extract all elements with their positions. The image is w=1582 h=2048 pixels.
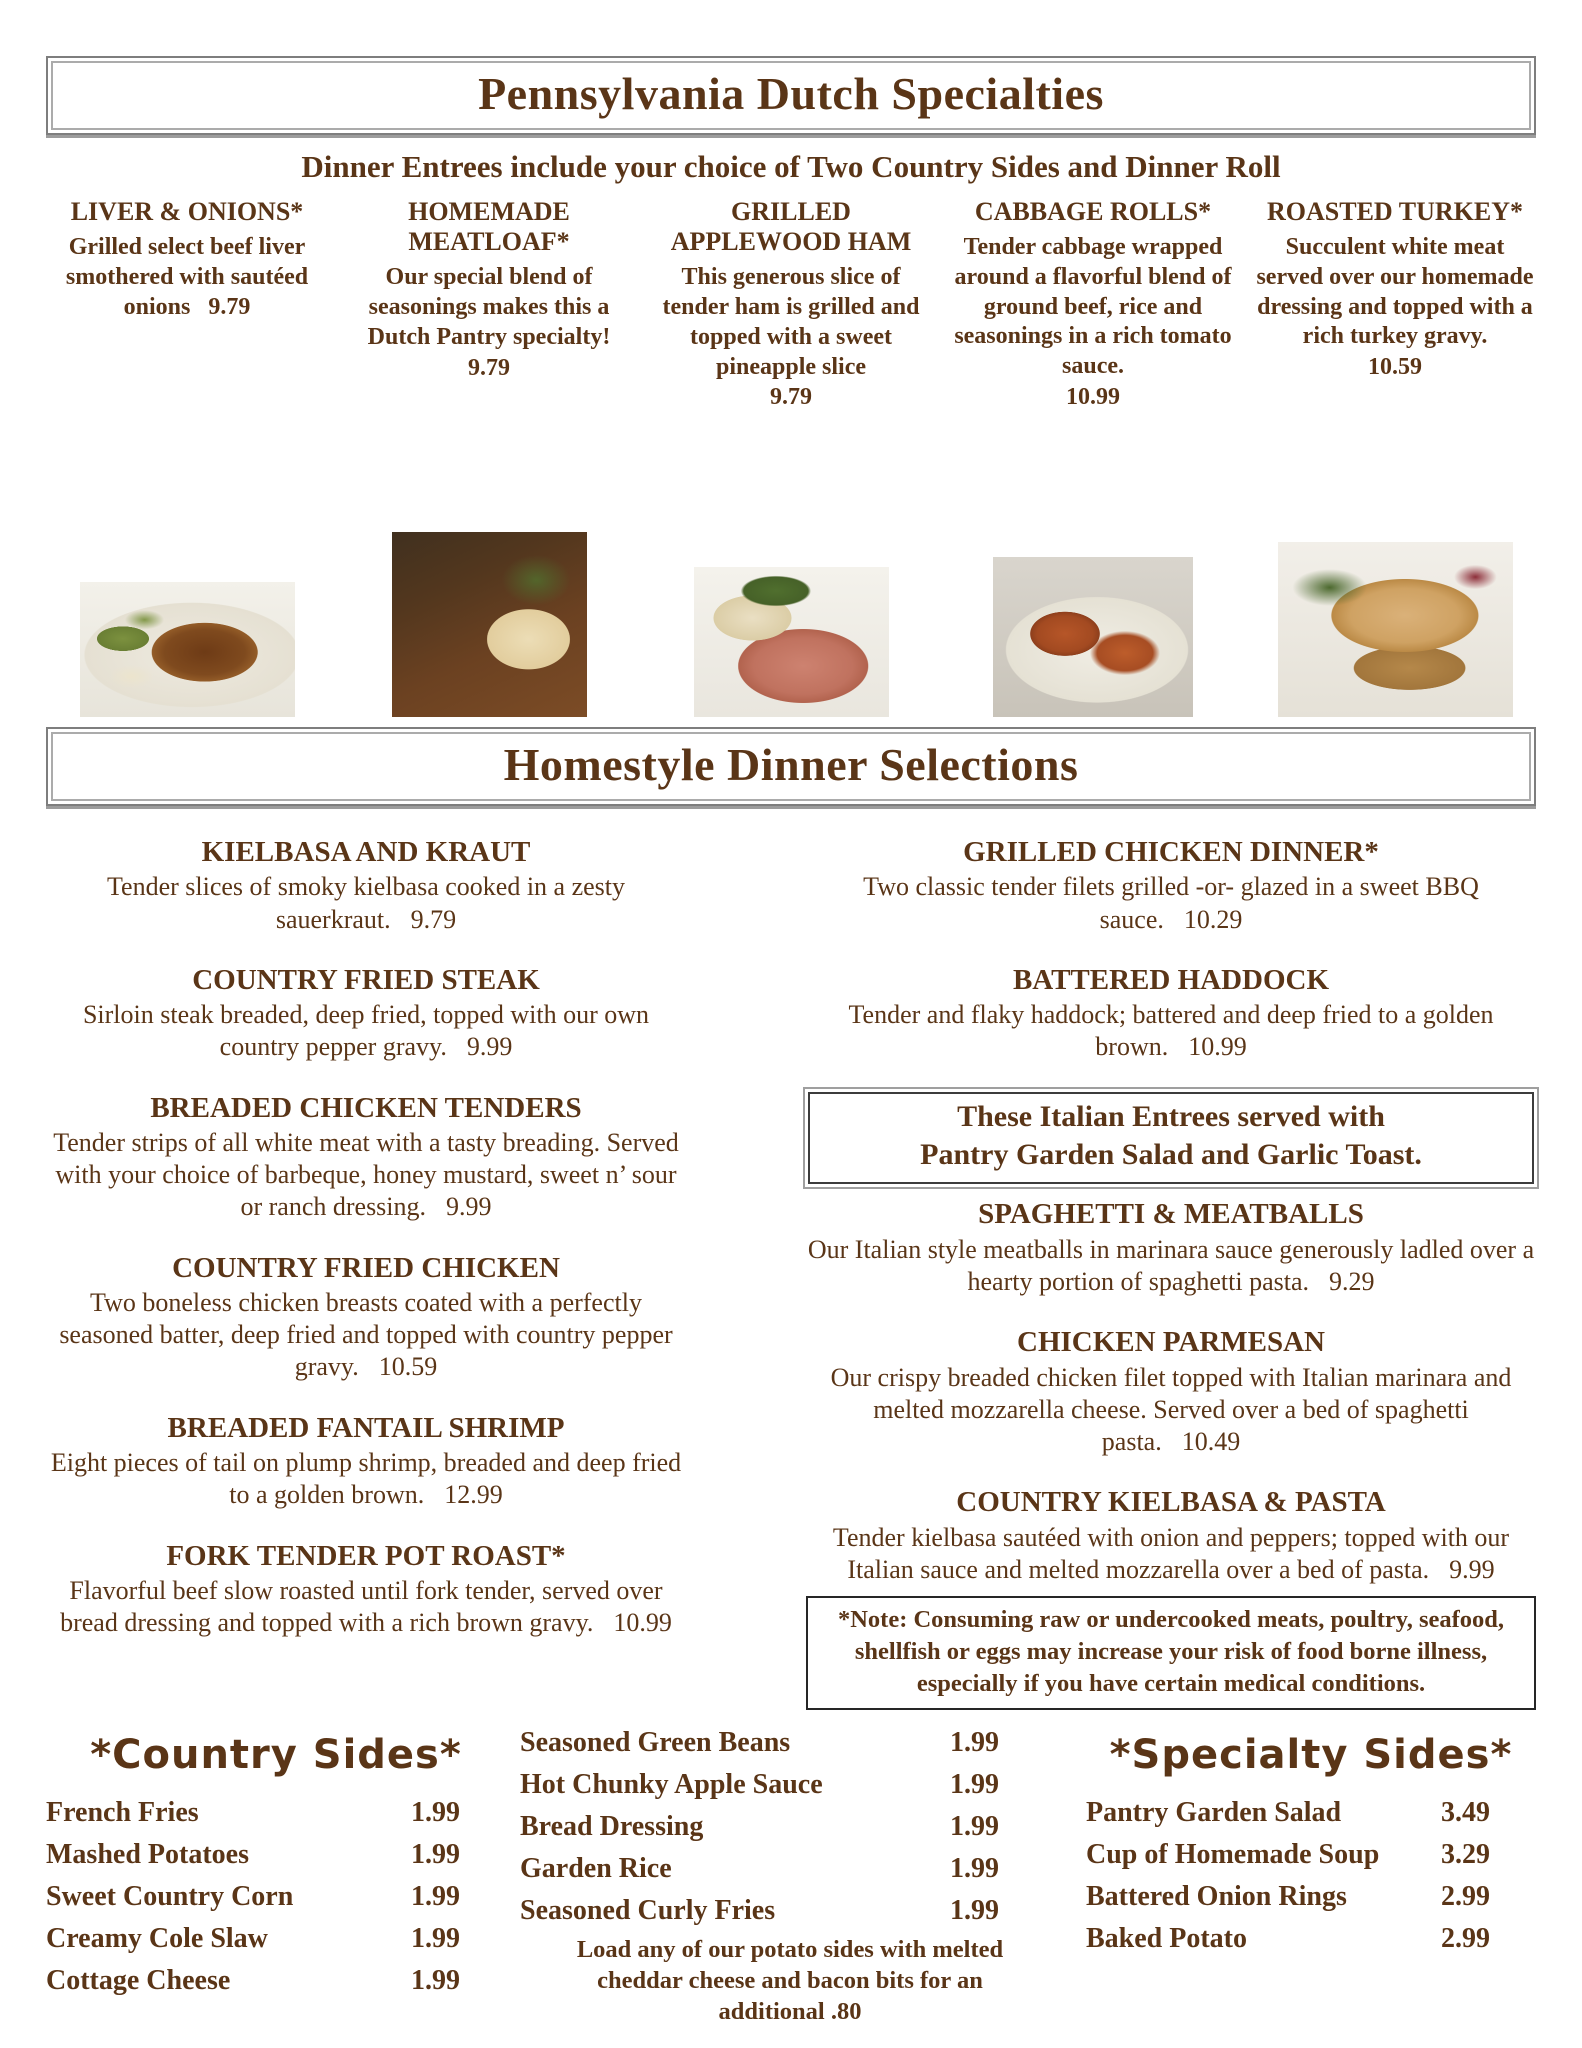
entree-description-text: Tender slices of smoky kielbasa cooked in a zesty sauerkraut. <box>106 872 626 934</box>
specialties-banner <box>46 56 1536 135</box>
roasted-turkey-photo <box>1278 542 1513 717</box>
entree-description <box>46 1447 686 1511</box>
item-price: 10.59 <box>1368 354 1422 381</box>
specialty-item-meatloaf <box>348 197 630 717</box>
entree-price: 10.59 <box>378 1352 438 1382</box>
sides-section <box>46 1720 1536 2028</box>
loaded-potato-note: Load any of our potato sides with melted cheddar cheese and bacon bits for an additional .80 <box>576 1935 1004 2026</box>
entree-price: 9.99 <box>1449 1554 1495 1584</box>
side-name: Seasoned Curly Fries <box>520 1894 776 1926</box>
entree-spaghetti-meatballs <box>806 1198 1536 1298</box>
side-row <box>46 1792 506 1834</box>
entree-description-text: Tender kielbasa sautéed with onion and peppers; topped with our Italian sauce and melted mozzarella over a bed of pasta. <box>832 1522 1510 1584</box>
specialties-title: Pennsylvania Dutch Specialties <box>478 68 1104 119</box>
meatloaf-photo <box>392 532 587 717</box>
entree-country-fried-steak <box>46 964 686 1064</box>
item-price: 9.79 <box>468 354 510 381</box>
side-row <box>1086 1876 1536 1918</box>
specialty-sides-column <box>1086 1720 1536 2028</box>
side-price: 1.99 <box>411 1922 460 1954</box>
entree-description <box>806 1234 1536 1298</box>
side-name: Cup of Homemade Soup <box>1086 1838 1380 1870</box>
homestyle-left-column <box>46 836 686 1710</box>
item-description <box>46 233 328 322</box>
side-row <box>46 1834 506 1876</box>
entree-price: 9.99 <box>446 1192 492 1222</box>
item-name: HOMEMADE MEATLOAF* <box>408 197 570 257</box>
entree-description-text: Tender and flaky haddock; battered and deep fried to a golden brown. <box>848 1000 1494 1062</box>
side-price: 1.99 <box>950 1894 999 1926</box>
side-name: Sweet Country Corn <box>46 1880 294 1912</box>
entree-grilled-chicken-dinner <box>806 836 1536 936</box>
entree-description <box>46 1575 686 1639</box>
side-name: Creamy Cole Slaw <box>46 1922 268 1954</box>
italian-banner-line2: Pantry Garden Salad and Garlic Toast. <box>920 1138 1422 1172</box>
homestyle-title: Homestyle Dinner Selections <box>503 739 1079 790</box>
entree-price: 9.29 <box>1329 1266 1375 1296</box>
side-price: 3.49 <box>1441 1796 1490 1828</box>
country-sides-column <box>46 1720 506 2028</box>
side-price: 1.99 <box>411 1964 460 1996</box>
side-row <box>520 1806 1060 1848</box>
side-name: French Fries <box>46 1796 199 1828</box>
side-price: 1.99 <box>950 1768 999 1800</box>
item-description: This generous slice of tender ham is grilled and topped with a sweet pineapple slice <box>662 264 920 380</box>
entree-name: BREADED CHICKEN TENDERS <box>150 1091 582 1124</box>
side-price: 3.29 <box>1441 1838 1490 1870</box>
entree-breaded-chicken-tenders <box>46 1092 686 1224</box>
side-name: Battered Onion Rings <box>1086 1880 1347 1912</box>
specialty-item-liver-onions <box>46 197 328 717</box>
specialties-subtitle: Dinner Entrees include your choice of Two Country Sides and Dinner Roll <box>301 149 1281 184</box>
side-row <box>520 1764 1060 1806</box>
specialty-item-roasted-turkey <box>1254 197 1536 717</box>
entree-description-text: Flavorful beef slow roasted until fork tender, served over bread dressing and topped with a rich brown gravy. <box>60 1575 663 1638</box>
liver-and-onions-photo <box>80 582 295 717</box>
entree-name: FORK TENDER POT ROAST* <box>166 1539 566 1572</box>
entree-battered-haddock <box>806 964 1536 1064</box>
entree-price: 10.99 <box>613 1608 672 1638</box>
entree-description <box>806 1522 1536 1586</box>
entree-country-fried-chicken <box>46 1252 686 1384</box>
side-name: Bread Dressing <box>520 1810 704 1842</box>
entree-name: COUNTRY FRIED STEAK <box>192 963 540 996</box>
specialty-item-cabbage-rolls <box>952 197 1234 717</box>
entree-description-text: Sirloin steak breaded, deep fried, topped with our own country pepper gravy. <box>82 1000 650 1062</box>
side-price: 1.99 <box>950 1810 999 1842</box>
item-description: Our special blend of seasonings makes this a Dutch Pantry specialty! <box>367 264 611 350</box>
entree-price: 12.99 <box>444 1480 503 1510</box>
side-price: 1.99 <box>950 1726 999 1758</box>
side-row <box>1086 1792 1536 1834</box>
entree-price: 10.29 <box>1183 904 1243 934</box>
entree-name: GRILLED CHICKEN DINNER* <box>963 836 1379 868</box>
side-name: Baked Potato <box>1086 1922 1247 1954</box>
item-description-text: Grilled select beef liver smothered with sautéed onions <box>65 234 309 320</box>
entree-fork-tender-pot-roast <box>46 1540 686 1640</box>
grilled-ham-photo <box>694 567 889 717</box>
entree-description-text: Our crispy breaded chicken filet topped with Italian marinara and melted mozzarella cheese. Served over a bed of spaghetti pasta. <box>830 1362 1512 1457</box>
entree-kielbasa-and-kraut <box>46 836 686 936</box>
side-row <box>46 1960 506 2002</box>
entree-price: 10.99 <box>1188 1032 1247 1062</box>
homestyle-banner-frame <box>51 732 1531 801</box>
side-row <box>520 1848 1060 1890</box>
entree-description <box>46 871 686 935</box>
entree-description <box>806 1362 1536 1459</box>
homestyle-right-column <box>806 836 1536 1710</box>
side-name: Pantry Garden Salad <box>1086 1796 1342 1828</box>
entree-description <box>806 871 1536 935</box>
item-name: ROASTED TURKEY* <box>1267 197 1523 226</box>
side-row <box>520 1722 1060 1764</box>
item-price: 9.79 <box>770 384 812 411</box>
entree-name: KIELBASA AND KRAUT <box>201 836 531 868</box>
side-name: Garden Rice <box>520 1852 672 1884</box>
item-name: GRILLED APPLEWOOD HAM <box>670 197 912 257</box>
side-price: 2.99 <box>1441 1922 1490 1954</box>
item-description: Succulent white meat served over our homemade dressing and topped with a rich turkey gravy. <box>1256 234 1534 350</box>
entree-price: 9.79 <box>410 904 457 934</box>
specialty-sides-title: *Specialty Sides* <box>1109 1731 1513 1778</box>
entree-description-text: Two boneless chicken breasts coated with a perfectly seasoned batter, deep fried and topped with country pepper gravy. <box>59 1288 673 1382</box>
italian-entrees-banner <box>808 1092 1534 1185</box>
item-description: Tender cabbage wrapped around a flavorful blend of ground beef, rice and seasonings in a rich tomato sauce. <box>954 234 1232 380</box>
side-row <box>520 1890 1060 1932</box>
item-name: CABBAGE ROLLS* <box>974 197 1212 226</box>
country-sides-title: *Country Sides* <box>90 1731 462 1778</box>
specialties-banner-frame <box>51 61 1531 130</box>
entree-chicken-parmesan <box>806 1326 1536 1458</box>
entree-description <box>46 999 686 1063</box>
specialty-item-applewood-ham <box>650 197 932 717</box>
side-price: 2.99 <box>1441 1880 1490 1912</box>
side-row <box>46 1876 506 1918</box>
middle-sides-column <box>520 1720 1060 2028</box>
entree-description <box>46 1287 686 1384</box>
entree-description-text: Two classic tender filets grilled -or- glazed in a sweet BBQ sauce. <box>863 872 1479 934</box>
entree-breaded-fantail-shrimp <box>46 1412 686 1512</box>
raw-food-warning-note: *Note: Consuming raw or undercooked meats, poultry, seafood, shellfish or eggs may increase your risk of food borne illness, especially if you have certain medical conditions. <box>806 1596 1536 1710</box>
side-price: 1.99 <box>411 1838 460 1870</box>
side-name: Seasoned Green Beans <box>520 1726 791 1758</box>
side-name: Cottage Cheese <box>46 1964 231 1996</box>
side-name: Mashed Potatoes <box>46 1838 249 1870</box>
item-price: 10.99 <box>1066 383 1120 410</box>
specialties-grid <box>46 197 1536 717</box>
entree-name: BATTERED HADDOCK <box>1012 963 1330 996</box>
entree-description-text: Tender strips of all white meat with a tasty breading. Served with your choice of barbeque, honey mustard, sweet n’ sour or ranch dressing. <box>53 1127 679 1222</box>
entree-description-text: Our Italian style meatballs in marinara sauce generously ladled over a hearty portion of spaghetti pasta. <box>807 1234 1535 1296</box>
side-row <box>1086 1834 1536 1876</box>
homestyle-banner <box>46 727 1536 806</box>
entree-country-kielbasa-pasta <box>806 1486 1536 1586</box>
side-row <box>46 1918 506 1960</box>
entree-name: COUNTRY FRIED CHICKEN <box>172 1251 560 1284</box>
item-price: 9.79 <box>208 293 251 320</box>
side-price: 1.99 <box>411 1796 460 1828</box>
side-price: 1.99 <box>411 1880 460 1912</box>
cabbage-rolls-photo <box>993 557 1193 717</box>
side-price: 1.99 <box>950 1852 999 1884</box>
item-name: LIVER & ONIONS* <box>70 197 304 226</box>
entree-price: 10.49 <box>1181 1427 1241 1457</box>
homestyle-grid <box>46 836 1536 1710</box>
entree-name: COUNTRY KIELBASA & PASTA <box>956 1486 1386 1519</box>
side-name: Hot Chunky Apple Sauce <box>520 1768 823 1800</box>
entree-name: BREADED FANTAIL SHRIMP <box>167 1411 565 1444</box>
entree-name: SPAGHETTI & MEATBALLS <box>978 1198 1364 1231</box>
entree-name: CHICKEN PARMESAN <box>1017 1326 1325 1359</box>
italian-banner-line1: These Italian Entrees served with <box>957 1099 1385 1133</box>
entree-description <box>806 999 1536 1063</box>
entree-price: 9.99 <box>466 1032 513 1062</box>
entree-description <box>46 1127 686 1224</box>
entree-description-text: Eight pieces of tail on plump shrimp, breaded and deep fried to a golden brown. <box>50 1448 682 1510</box>
side-row <box>1086 1918 1536 1960</box>
